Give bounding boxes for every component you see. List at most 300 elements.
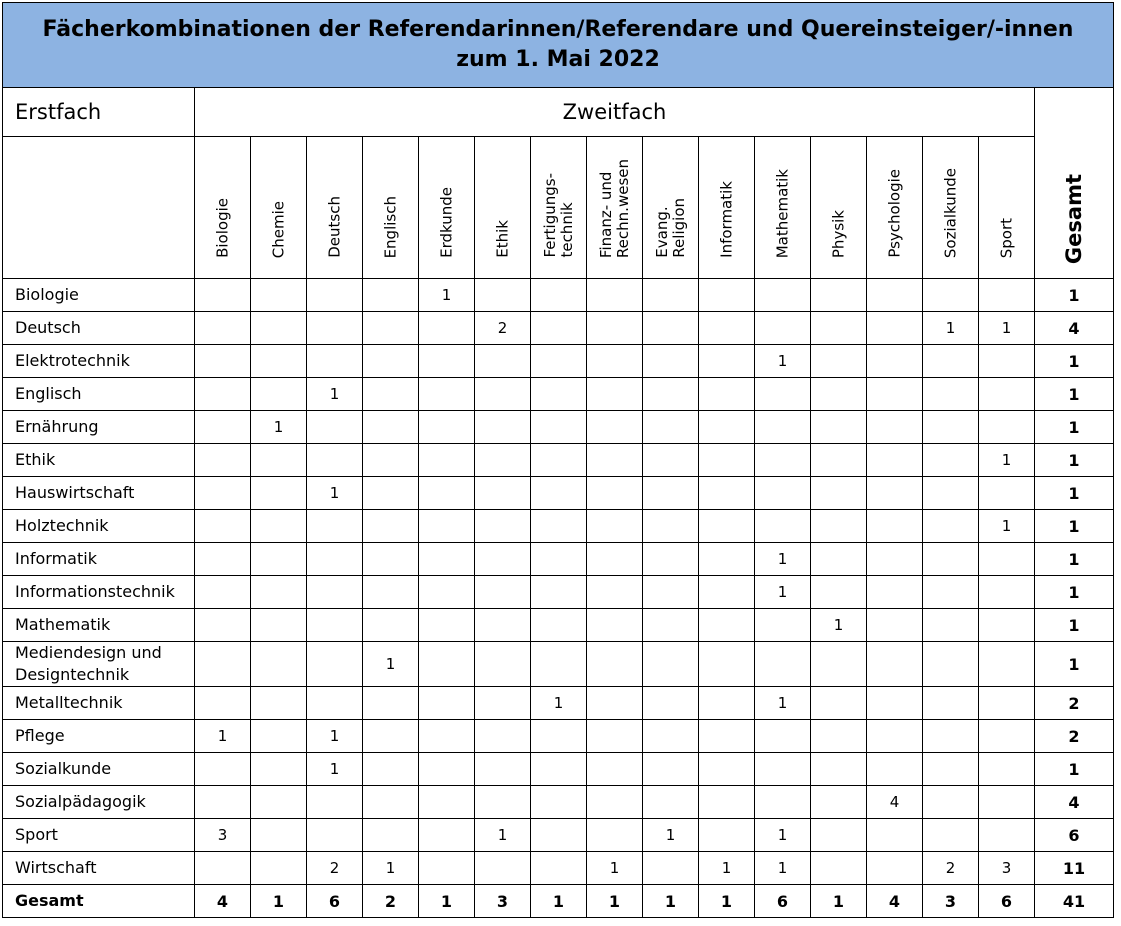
table-cell: 1	[755, 852, 811, 885]
zweitfach-header: Zweitfach	[195, 88, 1035, 137]
table-cell	[923, 786, 979, 819]
table-cell	[419, 510, 475, 543]
table-cell	[363, 378, 419, 411]
table-row	[3, 786, 1114, 819]
table-cell: 1	[587, 852, 643, 885]
table-cell	[475, 576, 531, 609]
column-header-label: Chemie	[269, 200, 287, 258]
table-cell: 1	[363, 642, 419, 687]
table-cell	[251, 852, 307, 885]
table-cell	[867, 444, 923, 477]
table-cell	[867, 687, 923, 720]
table-cell	[587, 510, 643, 543]
table-cell: 1	[307, 720, 363, 753]
row-label: Elektrotechnik	[3, 345, 195, 378]
table-cell	[811, 477, 867, 510]
table-cell	[699, 687, 755, 720]
column-header	[811, 137, 867, 279]
row-total: 2	[1035, 720, 1114, 753]
table-row	[3, 819, 1114, 852]
column-header	[755, 137, 811, 279]
table-cell: 2	[307, 852, 363, 885]
table-cell: 1	[251, 411, 307, 444]
table-cell	[979, 279, 1035, 312]
column-total: 3	[923, 885, 979, 918]
table-cell	[923, 720, 979, 753]
column-header-label: Sozialkunde	[941, 167, 959, 258]
column-header-label: Ethik	[493, 220, 511, 258]
table-cell: 1	[755, 687, 811, 720]
table-cell	[699, 576, 755, 609]
row-total: 1	[1035, 477, 1114, 510]
table-cell	[643, 477, 699, 510]
table-cell	[307, 576, 363, 609]
table-cell	[475, 279, 531, 312]
column-total: 1	[811, 885, 867, 918]
table-cell	[867, 477, 923, 510]
row-total: 4	[1035, 786, 1114, 819]
table-cell	[867, 279, 923, 312]
table-cell	[419, 687, 475, 720]
table-cell	[531, 378, 587, 411]
table-row	[3, 852, 1114, 885]
table-cell	[811, 444, 867, 477]
table-cell	[811, 786, 867, 819]
table-cell	[363, 510, 419, 543]
table-cell	[475, 411, 531, 444]
table-cell	[475, 786, 531, 819]
table-cell	[699, 786, 755, 819]
table-cell	[699, 345, 755, 378]
column-total: 2	[363, 885, 419, 918]
table-cell	[307, 345, 363, 378]
table-cell	[587, 477, 643, 510]
table-cell	[587, 576, 643, 609]
column-header-label: Physik	[829, 209, 847, 258]
column-header	[363, 137, 419, 279]
row-total: 6	[1035, 819, 1114, 852]
table-cell: 1	[755, 543, 811, 576]
column-header-label: Deutsch	[325, 196, 343, 258]
table-cell	[699, 819, 755, 852]
table-cell	[867, 753, 923, 786]
table-cell	[811, 687, 867, 720]
table-cell	[867, 378, 923, 411]
table-cell	[643, 510, 699, 543]
table-cell	[363, 687, 419, 720]
table-cell	[307, 444, 363, 477]
table-cell	[251, 687, 307, 720]
table-cell	[475, 642, 531, 687]
table-cell	[195, 312, 251, 345]
table-cell	[363, 477, 419, 510]
table-cell	[475, 609, 531, 642]
table-cell	[195, 411, 251, 444]
row-total: 1	[1035, 642, 1114, 687]
table-cell: 3	[195, 819, 251, 852]
table-cell	[867, 510, 923, 543]
table-cell: 1	[531, 687, 587, 720]
table-cell	[643, 609, 699, 642]
table-cell	[363, 411, 419, 444]
row-label: Sozialkunde	[3, 753, 195, 786]
table-cell	[419, 576, 475, 609]
table-cell	[251, 444, 307, 477]
table-cell	[587, 444, 643, 477]
table-cell	[195, 786, 251, 819]
table-cell	[195, 543, 251, 576]
table-cell	[195, 477, 251, 510]
row-total: 1	[1035, 576, 1114, 609]
table-row	[3, 687, 1114, 720]
table-cell	[419, 444, 475, 477]
table-cell	[923, 753, 979, 786]
table-cell	[195, 753, 251, 786]
column-header-label: Evang. Religion	[652, 198, 688, 258]
column-header	[195, 137, 251, 279]
table-cell	[867, 312, 923, 345]
table-cell	[867, 819, 923, 852]
table-cell	[923, 444, 979, 477]
table-cell	[251, 642, 307, 687]
table-cell	[307, 819, 363, 852]
column-header	[251, 137, 307, 279]
table-cell: 1	[307, 477, 363, 510]
table-cell	[979, 543, 1035, 576]
table-cell	[363, 720, 419, 753]
table-cell	[475, 477, 531, 510]
table-cell	[979, 687, 1035, 720]
table-cell	[811, 819, 867, 852]
table-cell	[419, 411, 475, 444]
table-cell	[419, 543, 475, 576]
row-total: 1	[1035, 753, 1114, 786]
table-cell	[307, 609, 363, 642]
table-cell: 1	[307, 378, 363, 411]
table-cell	[363, 576, 419, 609]
table-cell	[755, 609, 811, 642]
table-cell	[923, 345, 979, 378]
table-cell	[251, 477, 307, 510]
row-label: Sozialpädagogik	[3, 786, 195, 819]
table-cell	[979, 345, 1035, 378]
table-cell	[923, 411, 979, 444]
table-cell	[251, 609, 307, 642]
table-cell	[251, 786, 307, 819]
row-label: Metalltechnik	[3, 687, 195, 720]
row-label: Englisch	[3, 378, 195, 411]
table-cell	[643, 444, 699, 477]
row-total: 1	[1035, 609, 1114, 642]
table-cell	[587, 411, 643, 444]
table-cell	[923, 819, 979, 852]
table-cell	[587, 312, 643, 345]
table-cell	[699, 720, 755, 753]
row-total: 1	[1035, 345, 1114, 378]
column-header	[923, 137, 979, 279]
column-header	[643, 137, 699, 279]
table-cell	[195, 345, 251, 378]
table-cell	[923, 477, 979, 510]
table-title-line-1: Fächerkombinationen der Referendarinnen/Referendare und Quereinsteiger/-innen	[42, 17, 1074, 42]
column-header-label: Biologie	[213, 198, 231, 258]
table-cell	[755, 753, 811, 786]
table-cell	[923, 279, 979, 312]
table-row	[3, 642, 1114, 687]
column-total: 1	[251, 885, 307, 918]
table-cell	[587, 279, 643, 312]
table-cell	[531, 819, 587, 852]
table-cell	[979, 609, 1035, 642]
table-row	[3, 753, 1114, 786]
table-cell	[699, 642, 755, 687]
column-header-label: Informatik	[717, 181, 735, 258]
table-cell	[195, 609, 251, 642]
column-header-label: Sport	[997, 217, 1015, 258]
table-cell	[923, 378, 979, 411]
table-cell	[363, 279, 419, 312]
table-cell	[475, 753, 531, 786]
column-header-label: Fertigungs- technik	[540, 173, 576, 258]
table-cell	[867, 720, 923, 753]
table-cell: 1	[755, 345, 811, 378]
table-cell	[699, 312, 755, 345]
table-cell	[587, 609, 643, 642]
table-cell	[979, 720, 1035, 753]
table-cell	[867, 609, 923, 642]
table-cell: 2	[923, 852, 979, 885]
row-label: Holztechnik	[3, 510, 195, 543]
table-row	[3, 477, 1114, 510]
table-cell	[419, 720, 475, 753]
table-row	[3, 609, 1114, 642]
table-cell	[811, 852, 867, 885]
table-cell	[531, 345, 587, 378]
table-cell	[531, 312, 587, 345]
table-cell	[475, 378, 531, 411]
table-cell	[699, 378, 755, 411]
table-cell	[531, 720, 587, 753]
gesamt-column-header	[1035, 88, 1114, 279]
table-cell	[531, 753, 587, 786]
table-cell	[531, 411, 587, 444]
column-total: 6	[755, 885, 811, 918]
table-cell	[363, 312, 419, 345]
row-total: 1	[1035, 444, 1114, 477]
table-cell	[755, 444, 811, 477]
row-label: Ethik	[3, 444, 195, 477]
table-cell	[475, 444, 531, 477]
table-cell	[363, 444, 419, 477]
table-cell	[643, 378, 699, 411]
column-header-label: Erdkunde	[437, 187, 455, 258]
table-cell	[195, 510, 251, 543]
table-cell	[587, 819, 643, 852]
table-cell	[643, 576, 699, 609]
table-cell	[307, 786, 363, 819]
table-cell	[923, 609, 979, 642]
table-row	[3, 411, 1114, 444]
table-cell	[587, 378, 643, 411]
column-header-label: Mathematik	[773, 168, 791, 258]
table-cell	[755, 642, 811, 687]
row-total: 1	[1035, 411, 1114, 444]
column-header-label: Finanz- und Rechn.wesen	[596, 158, 632, 258]
table-cell	[979, 477, 1035, 510]
table-cell	[811, 312, 867, 345]
table-cell	[923, 576, 979, 609]
table-cell	[699, 411, 755, 444]
table-cell	[811, 576, 867, 609]
table-cell: 1	[419, 279, 475, 312]
table-cell	[811, 345, 867, 378]
table-cell	[251, 378, 307, 411]
table-cell	[755, 510, 811, 543]
table-cell	[587, 687, 643, 720]
table-row	[3, 444, 1114, 477]
table-cell	[195, 852, 251, 885]
row-label: Mediendesign und Designtechnik	[3, 642, 195, 687]
table-cell	[531, 642, 587, 687]
table-cell: 2	[475, 312, 531, 345]
table-cell	[531, 444, 587, 477]
table-cell	[363, 609, 419, 642]
table-cell	[475, 510, 531, 543]
column-header	[587, 137, 643, 279]
table-cell	[643, 642, 699, 687]
table-cell	[251, 279, 307, 312]
row-total: 1	[1035, 378, 1114, 411]
table-cell	[643, 279, 699, 312]
table-cell: 1	[699, 852, 755, 885]
row-total: 1	[1035, 543, 1114, 576]
table-cell	[587, 786, 643, 819]
table-cell	[587, 642, 643, 687]
table-cell	[755, 477, 811, 510]
table-cell: 1	[811, 609, 867, 642]
table-cell	[363, 345, 419, 378]
table-cell	[475, 345, 531, 378]
table-cell	[699, 543, 755, 576]
column-header	[475, 137, 531, 279]
table-cell	[979, 753, 1035, 786]
table-row	[3, 279, 1114, 312]
table-cell	[643, 786, 699, 819]
table-cell	[699, 444, 755, 477]
table-cell	[755, 786, 811, 819]
table-cell	[811, 279, 867, 312]
table-cell	[811, 411, 867, 444]
table-cell	[307, 312, 363, 345]
row-label: Ernährung	[3, 411, 195, 444]
table-cell	[251, 345, 307, 378]
table-cell	[531, 786, 587, 819]
row-total: 11	[1035, 852, 1114, 885]
table-cell	[363, 786, 419, 819]
table-cell	[643, 720, 699, 753]
table-cell	[419, 609, 475, 642]
table-cell	[867, 543, 923, 576]
table-cell	[867, 411, 923, 444]
table-cell	[531, 852, 587, 885]
row-total: 1	[1035, 510, 1114, 543]
table-cell	[419, 819, 475, 852]
table-row	[3, 576, 1114, 609]
table-cell	[419, 378, 475, 411]
table-cell: 1	[307, 753, 363, 786]
table-cell: 1	[195, 720, 251, 753]
table-cell	[195, 687, 251, 720]
column-header	[867, 137, 923, 279]
table-cell	[867, 852, 923, 885]
table-cell	[811, 510, 867, 543]
table-cell	[923, 687, 979, 720]
table-cell: 4	[867, 786, 923, 819]
column-total: 1	[419, 885, 475, 918]
table-row	[3, 378, 1114, 411]
table-cell: 1	[475, 819, 531, 852]
table-cell	[419, 786, 475, 819]
table-cell	[195, 576, 251, 609]
table-cell	[979, 378, 1035, 411]
column-header	[979, 137, 1035, 279]
table-row	[3, 543, 1114, 576]
table-cell: 1	[643, 819, 699, 852]
table-cell	[587, 345, 643, 378]
table-cell	[419, 312, 475, 345]
table-cell: 1	[755, 819, 811, 852]
table-cell	[979, 819, 1035, 852]
table-cell	[755, 720, 811, 753]
table-cell	[811, 642, 867, 687]
row-label: Informationstechnik	[3, 576, 195, 609]
table-cell: 1	[979, 312, 1035, 345]
erstfach-header: Erstfach	[3, 88, 195, 137]
table-title	[3, 3, 1114, 88]
gesamt-column-header-label: Gesamt	[1062, 173, 1086, 264]
table-row	[3, 312, 1114, 345]
table-cell	[699, 279, 755, 312]
corner-blank-cell	[3, 137, 195, 279]
column-total: 4	[867, 885, 923, 918]
table-cell	[419, 345, 475, 378]
table-cell	[643, 687, 699, 720]
column-header-label: Psychologie	[885, 169, 903, 258]
table-cell	[475, 852, 531, 885]
table-cell	[811, 753, 867, 786]
table-cell	[979, 576, 1035, 609]
table-cell	[251, 312, 307, 345]
table-cell	[251, 510, 307, 543]
table-cell	[307, 279, 363, 312]
table-cell	[419, 753, 475, 786]
row-label: Pflege	[3, 720, 195, 753]
table-cell	[307, 510, 363, 543]
table-cell	[755, 378, 811, 411]
column-header	[419, 137, 475, 279]
table-row	[3, 510, 1114, 543]
table-cell	[755, 279, 811, 312]
table-cell	[307, 642, 363, 687]
table-cell	[643, 543, 699, 576]
row-total: 2	[1035, 687, 1114, 720]
table-row	[3, 720, 1114, 753]
row-label: Informatik	[3, 543, 195, 576]
table-cell	[979, 411, 1035, 444]
column-total: 1	[643, 885, 699, 918]
sum-row	[3, 885, 1114, 918]
table-cell	[251, 543, 307, 576]
